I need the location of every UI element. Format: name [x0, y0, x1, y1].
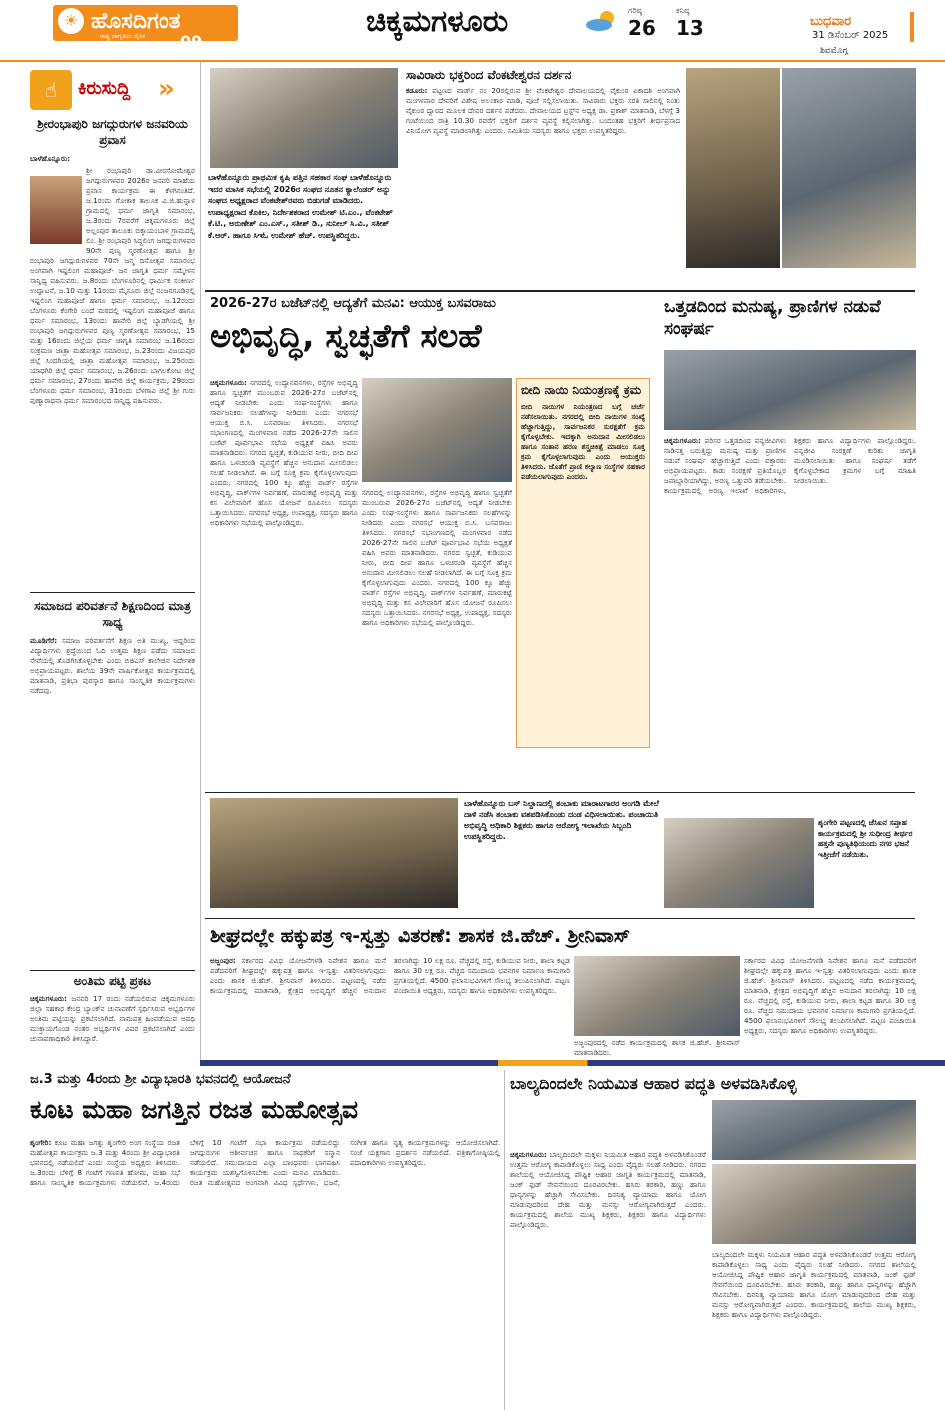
koota-headline[interactable]: ಕೂಟ ಮಹಾ ಜಗತ್ತಿನ ರಜತ ಮಹೋತ್ಸವ [30, 1095, 359, 1124]
temp-max-label: ಗರಿಷ್ಠ [628, 6, 642, 15]
kiru-text: ಶ್ರೀ ರಂಭಾಪುರಿ ಡಾ.ವೀರಸೋಮೇಶ್ವರ ಜಗದ್ಗುರುಗಳವರ 2026ರ ಜನವರಿ ಮಾಹೆಯ ಪ್ರವಾಸ ಕಾರ್ಯಕ್ರಮ ಈ ಕೆಳಗಿನಂತಿದೆ. ಜ.1ರಂದು ಗೋಕಾಕ ತಾಲೂಕ ವಿ.ಜಿ.ಹುನ್ನಾಳ ಗ್ರಾಮದಲ್ಲಿ ಧರ್ಮ ಜಾಗೃತಿ ಸಮಾರಂಭ, ಜ.3ರಂದು 7ರವರೆಗೆ ಚಿಕ್ಕಮಗಳೂರು ಜಿಲ್ಲೆ ಅಲ್ಲಂಪುರ ತಾಲೂಕು ಬಿಕ್ಕಾಯಂಬಾಳ ಗ್ರಾಮದಲ್ಲಿ ಲಿಂ. ಶ್ರೀ ರಂಭಾಪುರಿ ಸಿದ್ಧಲಿಂಗ ಜಗದ್ಗುರುಗಳವರ 90ನೇ ಪುಣ್ಯ ಸ್ಮರಣೋತ್ಸವ ಹಾಗೂ ಶ್ರೀ ರಂಭಾಪುರಿ ಜಗದ್ಗುರುಗಳವರ 70ನೇ ಜನ್ಮ ದಿನೋತ್ಸವ ಸಮಾರಂಭ ಅಂಗವಾಗಿ ಇಷ್ಟಲಿಂಗ ಮಹಾಪೂಜೆ- ಜನ ಜಾಗೃತಿ ಧರ್ಮ ಸಮ್ಮೇಳನ ಸಾನ್ನಿಧ್ಯ ವಹಿಸುವರು. ಜ.8ರಂದು ಬೆಂಗಳೂರಿನಲ್ಲಿ ಧಾರ್ಮಿಕ ಸಂಕೀರ್ಣ ಉದ್ಘಾಟನೆ, ಜ.10 ಮತ್ತು 11ರಂದು ಮೈಸೂರು ಜಿಲ್ಲೆ ನಂಜನಗೂಡಿನಲ್ಲಿ ಇಷ್ಟಲಿಂಗ ಮಹಾಪೂಜೆ ಹಾಗೂ ಧರ್ಮ ಸಮಾರಂಭ, ಜ.12ರಂದು ಬೆಂಗಳೂರು ಕೆಂಗೇರಿ ಬಂದೆ ಮಠದಲ್ಲಿ ಇಷ್ಟಲಿಂಗ ಮಹಾಪೂಜೆ ಹಾಗೂ ಧರ್ಮ ಸಮಾರಂಭ, 13ರಂದು ಹಾವೇರಿ ಜಿಲ್ಲೆ ಬ್ಯಾಡಗಿಯಲ್ಲಿ ಶ್ರೀ ರಂಭಾಪುರಿ ಜಗದ್ಗುರುಗಳವರ ಪುಣ್ಯ ಸ್ಮರಣೋತ್ಸವ ಸಮಾರಂಭ, 15 ಮತ್ತು 16ರಂದು ಜಿಲ್ಲೆಯ ಧರ್ಮ ಜಾಗೃತಿ ಸಮಾರಂಭ ಜ.16ರಂದು ಸಂಕ್ರಮಣ ಜಾತ್ರಾ ಮಹೋತ್ಸವ ಸಮಾರಂಭ, ಜ.23ರಂದು ವಿಜಯಪುರ ಜಿಲ್ಲೆ ಸಿಂದಗಿಯಲ್ಲಿ ಜಾತ್ರಾ ಮಹೋತ್ಸವ ಸಮಾರಂಭ, ಜ.25ರಂದು ಯಾಧಗಿರಿ ಜಿಲ್ಲೆ ಧರ್ಮ ಸಮಾರಂಭ, ಜ.26ರಂದು ಬಾಗಲಕೋಟ ಜಿಲ್ಲೆ ಧರ್ಮ ಸಮಾರಂಭ, 27ರಂದು ಹಾವೇರಿ ಜಿಲ್ಲೆ ಕಾರ್ಯಕ್ರಮ, 29ರಂದು ಬೆಂಗಳೂರು ಧರ್ಮ ಸಮಾರಂಭ, 31ರಂದು ಬೆಳಗಾವಿ ಜಿಲ್ಲೆ ಶ್ರೀ ಗುರು ಪುಣ್ಯಾರಾಧನಾ ಧರ್ಮ ಸಮಾರಂಭದ ಸಾನ್ನಿಧ್ಯ ವಹಿಸುವರು. [30, 166, 195, 405]
photo-spacer [30, 166, 86, 250]
koota-text: ಕೂಟ ಮಹಾ ಜಗತ್ತು ಶೃಂಗೇರಿ ಅಂಗ ಸಂಸ್ಥೆಯ ರಜತ ಮಹೋತ್ಸವ ಕಾರ್ಯಕ್ರಮ ಜ.3 ಮತ್ತು 4ರಂದು ಶ್ರೀ ವಿದ್ಯಾಭಾರತಿ ಭವನದಲ್ಲಿ ನಡೆಯಲಿದೆ ಎಂದು ಸಂಸ್ಥೆಯ ಅಧ್ಯಕ್ಷರು ತಿಳಿಸಿದರು. ಜ.3ರಂದು ಬೆಳಿಗ್ಗೆ 8 ಗಂಟೆಗೆ ಗಣಪತಿ ಹೋಮ, ಮಹಾ ಸಭೆ ಹಾಗೂ ಸಾಂಸ್ಕೃತಿಕ ಕಾರ್ಯಕ್ರಮಗಳು ನಡೆಯಲಿವೆ. ಜ.4ರಂದು ಬೆಳಿಗ್ಗೆ 10 ಗಂಟೆಗೆ ಸಭಾ ಕಾರ್ಯಕ್ರಮ ನಡೆಯಲಿದ್ದು ಜಗದ್ಗುರುಗಳ ಆಶೀರ್ವಚನ ಹಾಗೂ ಸಾಧಕರಿಗೆ ಸನ್ಮಾನ ನಡೆಯಲಿದೆ. ಸಮುದಾಯದ ಎಲ್ಲಾ ಬಾಂಧವರು ಭಾಗವಹಿಸಿ ಕಾರ್ಯಕ್ರಮ ಯಶಸ್ವಿಗೊಳಿಸಬೇಕು ಎಂದು ಮನವಿ ಮಾಡಿದರು. ರಜತ ಮಹೋತ್ಸವದ ಅಂಗವಾಗಿ ವಿವಿಧ ಸ್ಪರ್ಧೆಗಳು, ಭಜನೆ, ಸಂಗೀತ ಹಾಗೂ ನೃತ್ಯ ಕಾರ್ಯಕ್ರಮಗಳನ್ನು ಆಯೋಜಿಸಲಾಗಿದೆ. ಸಂಜೆ ಯಕ್ಷಗಾನ ಪ್ರದರ್ಶನ ನಡೆಯಲಿದೆ. ಪತ್ರಿಕಾಗೋಷ್ಠಿಯಲ್ಲಿ ಪದಾಧಿಕಾರಿಗಳು ಉಪಸ್ಥಿತರಿದ್ದರು. [30, 1138, 500, 1187]
antima-dateline: ಚಿಕ್ಕಮಗಳೂರು: [30, 994, 67, 1003]
ahara-text-cont: ಬಾಲ್ಯದಿಂದಲೇ ಮಕ್ಕಳು ನಿಯಮಿತ ಆಹಾರ ಪದ್ಧತಿ ಅಳವಡಿಸಿಕೊಂಡರೆ ಉತ್ತಮ ಆರೋಗ್ಯ ಕಾಪಾಡಿಕೊಳ್ಳಲು ಸಾಧ್ಯ ಎಂದು ವೈದ್ಯರು ಸಲಹೆ ನೀಡಿದರು. ನಗರದ ಶಾಲೆಯಲ್ಲಿ ಆಯೋಜಿಸಿದ್ದ ಪೌಷ್ಟಿಕ ಆಹಾರ ಜಾಗೃತಿ ಕಾರ್ಯಕ್ರಮದಲ್ಲಿ ಮಾತನಾಡಿ, ಜಂಕ್ ಫುಡ್ ಸೇವನೆಯಿಂದ ದೂರವಿರಬೇಕು. ಹಸಿರು ತರಕಾರಿ, ಹಣ್ಣು ಹಾಗೂ ಧಾನ್ಯಗಳನ್ನು ಹೆಚ್ಚಾಗಿ ಸೇವಿಸಬೇಕು. ದಿನನಿತ್ಯ ವ್ಯಾಯಾಮ ಹಾಗೂ ಯೋಗ ಮಾಡುವುದರಿಂದ ದೇಹ ಮತ್ತು ಮನಸ್ಸು ಆರೋಗ್ಯವಾಗಿರುತ್ತದೆ ಎಂದರು. ಕಾರ್ಯಕ್ರಮದಲ್ಲಿ ಶಾಲೆಯ ಮುಖ್ಯ ಶಿಕ್ಷಕರು, ಶಿಕ್ಷಕರು ಹಾಗೂ ವಿದ್ಯಾರ್ಥಿಗಳು ಪಾಲ್ಗೊಂಡಿದ್ದರು. [712, 1250, 916, 1319]
samaja-body [30, 636, 195, 966]
ajjampura-body [210, 956, 570, 1056]
devotees-photo [782, 68, 916, 268]
ajjampura-headline[interactable]: ಶೀಘ್ರದಲ್ಲೇ ಹಕ್ಕುಪತ್ರ ಇ-ಸ್ವತ್ತು ವಿತರಣೆ: ಶಾಸಕ ಜಿ.ಹೆಚ್. ಶ್ರೀನಿವಾಸ್ [210, 925, 631, 947]
beedi-sidebar [516, 378, 650, 748]
temp-max-value: 26 [628, 16, 656, 40]
ahara-text: ಬಾಲ್ಯದಿಂದಲೇ ಮಕ್ಕಳು ನಿಯಮಿತ ಆಹಾರ ಪದ್ಧತಿ ಅಳವಡಿಸಿಕೊಂಡರೆ ಉತ್ತಮ ಆರೋಗ್ಯ ಕಾಪಾಡಿಕೊಳ್ಳಲು ಸಾಧ್ಯ ಎಂದು ವೈದ್ಯರು ಸಲಹೆ ನೀಡಿದರು. ನಗರದ ಶಾಲೆಯಲ್ಲಿ ಆಯೋಜಿಸಿದ್ದ ಪೌಷ್ಟಿಕ ಆಹಾರ ಜಾಗೃತಿ ಕಾರ್ಯಕ್ರಮದಲ್ಲಿ ಮಾತನಾಡಿ, ಜಂಕ್ ಫುಡ್ ಸೇವನೆಯಿಂದ ದೂರವಿರಬೇಕು. ಹಸಿರು ತರಕಾರಿ, ಹಣ್ಣು ಹಾಗೂ ಧಾನ್ಯಗಳನ್ನು ಹೆಚ್ಚಾಗಿ ಸೇವಿಸಬೇಕು. ದಿನನಿತ್ಯ ವ್ಯಾಯಾಮ ಹಾಗೂ ಯೋಗ ಮಾಡುವುದರಿಂದ ದೇಹ ಮತ್ತು ಮನಸ್ಸು ಆರೋಗ್ಯವಾಗಿರುತ್ತದೆ ಎಂದರು. ಕಾರ್ಯಕ್ರಮದಲ್ಲಿ ಶಾಲೆಯ ಮುಖ್ಯ ಶಿಕ್ಷಕರು, ಶಿಕ್ಷಕರು ಹಾಗೂ ವಿದ್ಯಾರ್ಥಿಗಳು ಪಾಲ್ಗೊಂಡಿದ್ದರು. [510, 1150, 706, 1229]
divider [205, 918, 915, 919]
antima-headline[interactable]: ಅಂತಿಮ ಪಟ್ಟಿ ಪ್ರಕಟ [73, 974, 152, 988]
ajjampura-text-cont: ಸರ್ಕಾರದ ವಿವಿಧ ಯೋಜನೆಗಳಡಿ ನಿವೇಶನ ಹಾಗೂ ಮನೆ ಪಡೆದವರಿಗೆ ಶೀಘ್ರದಲ್ಲೇ ಹಕ್ಕುಪತ್ರ ಹಾಗೂ ಇ-ಸ್ವತ್ತು ವಿತರಿಸಲಾಗುವುದು ಎಂದು ಶಾಸಕ ಜಿ.ಹೆಚ್. ಶ್ರೀನಿವಾಸ್ ತಿಳಿಸಿದರು. ಪಟ್ಟಣದಲ್ಲಿ ನಡೆದ ಕಾರ್ಯಕ್ರಮದಲ್ಲಿ ಮಾತನಾಡಿ, ಕ್ಷೇತ್ರದ ಅಭಿವೃದ್ಧಿಗೆ ಹೆಚ್ಚಿನ ಅನುದಾನ ತರಲಾಗಿದ್ದು 10 ಲಕ್ಷ ರೂ. ವೆಚ್ಚದಲ್ಲಿ ರಸ್ತೆ, ಕುಡಿಯುವ ನೀರು, ಶಾಲಾ ಕಟ್ಟಡ ಹಾಗೂ 30 ಲಕ್ಷ ರೂ. ವೆಚ್ಚದ ಸಮುದಾಯ ಭವನಗಳ ನಿರ್ಮಾಣ ಕಾಮಗಾರಿ ಪ್ರಗತಿಯಲ್ಲಿದೆ. 4500 ಫಲಾನುಭವಿಗಳಿಗೆ ಸೌಲಭ್ಯ ತಲುಪಿಸಲಾಗಿದೆ. ಪಟ್ಟಣ ಪಂಚಾಯಿತಿ ಅಧ್ಯಕ್ಷರು, ಸದಸ್ಯರು ಹಾಗೂ ಅಧಿಕಾರಿಗಳು ಉಪಸ್ಥಿತರಿದ್ದರು. [744, 956, 916, 1035]
divider [30, 970, 195, 971]
budget-body [210, 378, 358, 788]
venkatesha-body [406, 86, 680, 286]
temp-max [628, 6, 656, 40]
divider [205, 792, 915, 793]
antima-body [30, 994, 195, 1084]
budget-meeting-photo [362, 378, 512, 482]
ahara-dateline: ಚಿಕ್ಕಮಗಳೂರು: [510, 1150, 547, 1159]
edition-city: ಚಿಕ್ಕಮಗಳೂರು [366, 4, 509, 39]
sangharsha-body [664, 436, 916, 786]
bhajane-photo [664, 818, 814, 908]
section-strip [200, 1060, 945, 1066]
date: 31 ಡಿಸೆಂಬರ್ 2025 [812, 30, 889, 41]
chevron-right-icon: » [158, 74, 175, 104]
masthead-rule [0, 60, 945, 62]
temp-min [676, 6, 704, 40]
samaja-text: ಸಮಾಜ ಪರಿವರ್ತನೆಗೆ ಶಿಕ್ಷಣ ಅತಿ ಮುಖ್ಯ, ಆದ್ದರಿಂದ ವಿದ್ಯಾರ್ಥಿಗಳು ಶ್ರದ್ಧೆಯಿಂದ ಓದಿ ಉತ್ತಮ ಶಿಕ್ಷಣ ಪಡೆದು ಸಮಾಜದ ಸೇವೆಯಲ್ಲಿ ತೊಡಗಿಸಿಕೊಳ್ಳಬೇಕು ಎಂದು ಬಿಜಿಎಸ್ ಕಾಲೇಜಿನ ನಿರ್ದೇಶಕ ಅಭಿಪ್ರಾಯಪಟ್ಟರು. ಶಾಲೆಯ 39ನೇ ವಾರ್ಷಿಕೋತ್ಸವ ಕಾರ್ಯಕ್ರಮದಲ್ಲಿ ಮಾತನಾಡಿ, ಪ್ರತಿಭಾ ಪುರಸ್ಕಾರ ಹಾಗೂ ಸಾಂಸ್ಕೃತಿಕ ಕಾರ್ಯಕ್ರಮಗಳು ನಡೆದವು. [30, 636, 195, 695]
logo-tagline: ರಾಷ್ಟ್ರ ಜಾಗೃತಿಯ ದೈನಿಕ [100, 33, 146, 40]
page-number: 09 [180, 32, 203, 51]
budget-dateline: ಚಿಕ್ಕಮಗಳೂರು: [210, 378, 247, 387]
kiru-headline[interactable]: ಶ್ರೀರಂಭಾಪುರಿ ಜಗದ್ಗುರುಗಳ ಜನವರಿಯ ಪ್ರವಾಸ [37, 117, 188, 147]
koota-kicker: ಜ.3 ಮತ್ತು 4ರಂದು ಶ್ರೀ ವಿದ್ಯಾಭಾರತಿ ಭವನದಲ್ಲಿ ಆಯೋಜನೆ [30, 1072, 291, 1087]
beedi-headline[interactable]: ಬೀದಿ ನಾಯಿ ನಿಯಂತ್ರಣಕ್ಕೆ ಕ್ರಮ [521, 383, 642, 397]
ahara-body [510, 1150, 706, 1408]
sun-icon: ☀ [58, 8, 84, 34]
hand-icon: ☝ [30, 70, 72, 110]
calendar-release-photo [210, 68, 398, 168]
ahara-photo-top [712, 1100, 916, 1160]
kiru-body [30, 166, 195, 586]
cloud-sun-icon [585, 10, 619, 32]
column-rule [504, 1070, 505, 1410]
sangharsha-headline[interactable]: ಒತ್ತಡದಿಂದ ಮನುಷ್ಯ, ಪ್ರಾಣಿಗಳ ನಡುವೆ ಸಂಘರ್ಷ [664, 297, 881, 339]
venkatesha-headline[interactable]: ಸಾವಿರಾರು ಭಕ್ತರಿಂದ ವೆಂಕಟೇಶ್ವರನ ದರ್ಶನ [406, 68, 572, 82]
accent-bar [910, 12, 914, 42]
kiru-dateline-place: ಬಾಳೆಹೊನ್ನೂರು: [30, 154, 71, 163]
divider [205, 290, 915, 292]
beedi-text: ಬೀದಿ ನಾಯಿಗಳ ನಿಯಂತ್ರಣದ ಬಗ್ಗೆ ಚರ್ಚೆ ನಡೆಸಲಾಯಿತು. ನಗರದಲ್ಲಿ ಬೀದಿ ನಾಯಿಗಳ ಸಂಖ್ಯೆ ಹೆಚ್ಚಾಗುತ್ತಿದ್ದು, ಸಾರ್ವಜನಿಕರ ಸುರಕ್ಷತೆಗೆ ಕ್ರಮ ಕೈಗೊಳ್ಳಬೇಕು. ಇದಕ್ಕಾಗಿ ಅನುದಾನ ಮೀಸಲಿಡಲು ಹಾಗೂ ಸಂತಾನ ಹರಣ ಶಸ್ತ್ರಚಿಕಿತ್ಸೆ ಮಾಡಲು ಸೂಕ್ತ ಕ್ರಮ ಕೈಗೊಳ್ಳಲಾಗುವುದು ಎಂದು ಆಯುಕ್ತರು ತಿಳಿಸಿದರು. ಜೊತೆಗೆ ಪ್ರಾಣಿ ಕಲ್ಯಾಣ ಸಂಸ್ಥೆಗಳ ಸಹಕಾರ ಪಡೆಯಲಾಗುವುದು ಎಂದರು. [521, 402, 645, 481]
ajjampura-dateline: ಅಜ್ಜಂಪುರ: [210, 956, 236, 965]
budget-text: ನಗರದಲ್ಲಿ ಉದ್ಯಾನವನಗಳು, ರಸ್ತೆಗಳ ಅಭಿವೃದ್ಧಿ ಹಾಗೂ ಸ್ವಚ್ಛತೆಗೆ ಮುಂಬರುವ 2026-27ರ ಬಜೆಟ್‌ನಲ್ಲಿ ಆದ್ಯತೆ ನೀಡಬೇಕು ಎಂದು ಸಂಘ-ಸಂಸ್ಥೆಗಳು ಹಾಗೂ ಸಾರ್ವಜನಿಕರು ಸಲಹೆಗಳನ್ನು ನೀಡಿದರು ಎಂದು ನಗರಸಭೆ ಆಯುಕ್ತ ಬಿ.ಸಿ. ಬಸವರಾಜು ತಿಳಿಸಿದರು. ನಗರಸಭೆ ಸಭಾಂಗಣದಲ್ಲಿ ಮಂಗಳವಾರ ನಡೆದ 2026-27ನೇ ಸಾಲಿನ ಬಜೆಟ್ ಪೂರ್ವಭಾವಿ ಸಭೆಯ ಅಧ್ಯಕ್ಷತೆ ವಹಿಸಿ ಅವರು ಮಾತನಾಡಿದರು. ನಗರದ ಸ್ವಚ್ಛತೆ, ಕುಡಿಯುವ ನೀರು, ಬೀದಿ ದೀಪ ಹಾಗೂ ಒಳಚರಂಡಿ ವ್ಯವಸ್ಥೆಗೆ ಹೆಚ್ಚಿನ ಅನುದಾನ ಮೀಸಲಿಡಲು ಸಲಹೆ ನೀಡಲಾಗಿದೆ. ಈ ಬಗ್ಗೆ ಸೂಕ್ತ ಕ್ರಮ ಕೈಗೊಳ್ಳಲಾಗುವುದು ಎಂದರು. ನಗರದಲ್ಲಿ 100 ಕ್ಕೂ ಹೆಚ್ಚು ವಾರ್ಡ್ ರಸ್ತೆಗಳ ಅಭಿವೃದ್ಧಿ, ಪಾರ್ಕ್‌ಗಳ ನಿರ್ವಹಣೆ, ಮಾರುಕಟ್ಟೆ ಅಭಿವೃದ್ಧಿ ಮತ್ತು ಕಸ ವಿಲೇವಾರಿಗೆ ಹೊಸ ಯೋಜನೆ ರೂಪಿಸಲು ಸದಸ್ಯರು ಒತ್ತಾಯಿಸಿದರು. ನಗರಸಭೆ ಅಧ್ಯಕ್ಷ, ಉಪಾಧ್ಯಕ್ಷ, ಸದಸ್ಯರು ಹಾಗೂ ಅಧಿಕಾರಿಗಳು ಸಭೆಯಲ್ಲಿ ಪಾಲ್ಗೊಂಡಿದ್ದರು. [210, 378, 358, 527]
calendar-caption: ಬಾಳೆಹೊನ್ನೂರು ಪ್ರಾಥಮಿಕ ಕೃಷಿ ಪತ್ತಿನ ಸಹಕಾರ ಸಂಘ ಬಾಳೆಹೊನ್ನೂರು ಇದರ ಮಾಸಿಕ ಸಭೆಯಲ್ಲಿ 2026ರ ಸಂಘದ ನೂತನ ಕ್ಯಾಲೆಂಡರ್ ಅನ್ನು ಸಂಘದ ಅಧ್ಯಕ್ಷರಾದ ವೆಂಕಟೇಶ್‌ರವರು ಬಿಡುಗಡೆ ಮಾಡಿದರು. ಉಪಾಧ್ಯಕ್ಷರಾದ ಕೊಕಿಲ, ನಿರ್ದೇಶಕರಾದ ಉಮೇಶ್ ಟಿ.ಎಂ., ವೆಂಕಟೇಶ್ ಕೆ.ಟಿ., ಅರುಣೇಶ್ ಎಂ.ಎಸ್., ಸತೀಶ್ ಡಿ., ಸುನೀಲ್ ಸಿ.ವಿ., ಸತೀಶ್ ಕೆ.ಆರ್. ಹಾಗೂ ಸಿಇಓ ಉಮೇಶ್ ಹೆಚ್. ಉಪಸ್ಥಿತರಿದ್ದರು. [208, 173, 393, 240]
sangharsha-photo [664, 350, 916, 430]
sangharsha-dateline: ಚಿಕ್ಕಮಗಳೂರು: [664, 436, 701, 445]
budget-headline[interactable]: ಅಭಿವೃದ್ಧಿ, ಸ್ವಚ್ಛತೆಗೆ ಸಲಹೆ [210, 317, 482, 355]
ajjampura-photo [574, 956, 740, 1036]
sangharsha-text: ಪರಿಸರ ಒತ್ತಡದಿಂದ ವನ್ಯಜೀವಿಗಳು ನಾಡಿನತ್ತ ಬರುತ್ತಿದ್ದು ಮನುಷ್ಯ ಮತ್ತು ಪ್ರಾಣಿಗಳ ನಡುವೆ ಸಂಘರ್ಷ ಹೆಚ್ಚಾಗುತ್ತಿದೆ ಎಂದು ವಕ್ತಾರರು ಅಭಿಪ್ರಾಯಪಟ್ಟರು. ಕಾಡು ಸಂರಕ್ಷಣೆ ಪ್ರತಿಯೊಬ್ಬರ ಜವಾಬ್ದಾರಿಯಾಗಿದ್ದು, ಅರಣ್ಯ ಒತ್ತುವರಿ ತಡೆಯಬೇಕು. ಕಾರ್ಯಕ್ರಮದಲ್ಲಿ ಅರಣ್ಯ ಇಲಾಖೆ ಅಧಿಕಾರಿಗಳು, ಶಿಕ್ಷಕರು ಹಾಗೂ ವಿದ್ಯಾರ್ಥಿಗಳು ಪಾಲ್ಗೊಂಡಿದ್ದರು. ವನ್ಯಜೀವಿ ಸಂರಕ್ಷಣೆ ಕುರಿತು ಜಾಗೃತಿ ಮೂಡಿಸಲಾಯಿತು ಹಾಗೂ ಸಂಘರ್ಷ ತಡೆಗೆ ಕೈಗೊಳ್ಳಬೇಕಾದ ಕ್ರಮಗಳ ಬಗ್ಗೆ ಮಾಹಿತಿ ನೀಡಲಾಯಿತು. [664, 436, 916, 495]
koota-dateline: ಶೃಂಗೇರಿ: [30, 1138, 52, 1147]
samaja-dateline: ಮೂಡಿಗೆರೆ: [30, 636, 58, 645]
temp-min-value: 13 [676, 16, 704, 40]
section-label-kiru: ಕಿರುಸುದ್ದಿ [78, 78, 131, 99]
ajjampura-text: ಸರ್ಕಾರದ ವಿವಿಧ ಯೋಜನೆಗಳಡಿ ನಿವೇಶನ ಹಾಗೂ ಮನೆ ಪಡೆದವರಿಗೆ ಶೀಘ್ರದಲ್ಲೇ ಹಕ್ಕುಪತ್ರ ಹಾಗೂ ಇ-ಸ್ವತ್ತು ವಿತರಿಸಲಾಗುವುದು ಎಂದು ಶಾಸಕ ಜಿ.ಹೆಚ್. ಶ್ರೀನಿವಾಸ್ ತಿಳಿಸಿದರು. ಪಟ್ಟಣದಲ್ಲಿ ನಡೆದ ಕಾರ್ಯಕ್ರಮದಲ್ಲಿ ಮಾತನಾಡಿ, ಕ್ಷೇತ್ರದ ಅಭಿವೃದ್ಧಿಗೆ ಹೆಚ್ಚಿನ ಅನುದಾನ ತರಲಾಗಿದ್ದು 10 ಲಕ್ಷ ರೂ. ವೆಚ್ಚದಲ್ಲಿ ರಸ್ತೆ, ಕುಡಿಯುವ ನೀರು, ಶಾಲಾ ಕಟ್ಟಡ ಹಾಗೂ 30 ಲಕ್ಷ ರೂ. ವೆಚ್ಚದ ಸಮುದಾಯ ಭವನಗಳ ನಿರ್ಮಾಣ ಕಾಮಗಾರಿ ಪ್ರಗತಿಯಲ್ಲಿದೆ. 4500 ಫಲಾನುಭವಿಗಳಿಗೆ ಸೌಲಭ್ಯ ತಲುಪಿಸಲಾಗಿದೆ. ಪಟ್ಟಣ ಪಂಚಾಯಿತಿ ಅಧ್ಯಕ್ಷರು, ಸದಸ್ಯರು ಹಾಗೂ ಅಧಿಕಾರಿಗಳು ಉಪಸ್ಥಿತರಿದ್ದರು. [210, 956, 570, 995]
logo-text: ಹೊಸದಿಗಂತ [91, 9, 181, 34]
deity-photo [686, 68, 780, 268]
antima-text: ಜನವರಿ 17 ರಂದು ನಡೆಯಲಿರುವ ಚಿಕ್ಕಮಗಳೂರು ಜಿಲ್ಲಾ ಸಹಕಾರ ಕೇಂದ್ರ ಬ್ಯಾಂಕ್‌ನ ಚುನಾವಣೆಗೆ ಸ್ಪರ್ಧಿಸಿರುವ ಅಭ್ಯರ್ಥಿಗಳ ಅಂತಿಮ ಪಟ್ಟಿಯನ್ನು ಪ್ರಕಟಿಸಲಾಗಿದೆ. ನಾಮಪತ್ರ ಹಿಂಪಡೆಯುವ ಅವಧಿ ಮುಕ್ತಾಯಗೊಂಡ ನಂತರ ಅಭ್ಯರ್ಥಿಗಳ ವಿವರ ಪ್ರಕಟಿಸಲಾಗಿದೆ ಎಂದು ಚುನಾವಣಾಧಿಕಾರಿ ತಿಳಿಸಿದ್ದಾರೆ. [30, 994, 195, 1043]
ahara-body-cont [712, 1250, 916, 1408]
masthead [0, 0, 945, 60]
raid-photo [210, 798, 458, 908]
ahara-photo-bottom [712, 1164, 916, 1244]
ahara-headline[interactable]: ಬಾಲ್ಯದಿಂದಲೇ ನಿಯಮಿತ ಆಹಾರ ಪದ್ಧತಿ ಅಳವಡಿಸಿಕೊಳ್ಳಿ [510, 1074, 797, 1093]
bus-caption: ಬಾಳೆಹೊನ್ನೂರು ಬಸ್ ನಿಲ್ದಾಣದಲ್ಲಿ ತಂಬಾಕು ಮಾರಾಟಗಾರರ ಅಂಗಡಿ ಮೇಲೆ ದಾಳಿ ನಡೆಸಿ ತಂಬಾಕು ವಶಪಡಿಸಿಕೊಂಡು ದಂಡ ವಿಧಿಸಲಾಯಿತು. ಪಂಚಾಯಿತಿ ಅಭಿವೃದ್ಧಿ ಅಧಿಕಾರಿ ಶಿಕ್ಷಕರು ಹಾಗೂ ಆರೋಗ್ಯ ಇಲಾಖೆಯ ಸಿಬ್ಬಂದಿ ಉಪಸ್ಥಿತರಿದ್ದರು. [464, 799, 659, 841]
column-rule [200, 62, 201, 1062]
budget-body-cont [362, 488, 512, 788]
ajjampura-photo-caption: ಅಜ್ಜಂಪುರದಲ್ಲಿ ನಡೆದ ಕಾರ್ಯಕ್ರಮದಲ್ಲಿ ಶಾಸಕ ಜಿ.ಹೆಚ್. ಶ್ರೀನಿವಾಸ್ ಮಾತನಾಡಿದರು. [574, 1038, 740, 1057]
budget-text-cont: ನಗರದಲ್ಲಿ ಉದ್ಯಾನವನಗಳು, ರಸ್ತೆಗಳ ಅಭಿವೃದ್ಧಿ ಹಾಗೂ ಸ್ವಚ್ಛತೆಗೆ ಮುಂಬರುವ 2026-27ರ ಬಜೆಟ್‌ನಲ್ಲಿ ಆದ್ಯತೆ ನೀಡಬೇಕು ಎಂದು ಸಂಘ-ಸಂಸ್ಥೆಗಳು ಹಾಗೂ ಸಾರ್ವಜನಿಕರು ಸಲಹೆಗಳನ್ನು ನೀಡಿದರು ಎಂದು ನಗರಸಭೆ ಆಯುಕ್ತ ಬಿ.ಸಿ. ಬಸವರಾಜು ತಿಳಿಸಿದರು. ನಗರಸಭೆ ಸಭಾಂಗಣದಲ್ಲಿ ಮಂಗಳವಾರ ನಡೆದ 2026-27ನೇ ಸಾಲಿನ ಬಜೆಟ್ ಪೂರ್ವಭಾವಿ ಸಭೆಯ ಅಧ್ಯಕ್ಷತೆ ವಹಿಸಿ ಅವರು ಮಾತನಾಡಿದರು. ನಗರದ ಸ್ವಚ್ಛತೆ, ಕುಡಿಯುವ ನೀರು, ಬೀದಿ ದೀಪ ಹಾಗೂ ಒಳಚರಂಡಿ ವ್ಯವಸ್ಥೆಗೆ ಹೆಚ್ಚಿನ ಅನುದಾನ ಮೀಸಲಿಡಲು ಸಲಹೆ ನೀಡಲಾಗಿದೆ. ಈ ಬಗ್ಗೆ ಸೂಕ್ತ ಕ್ರಮ ಕೈಗೊಳ್ಳಲಾಗುವುದು ಎಂದರು. ನಗರದಲ್ಲಿ 100 ಕ್ಕೂ ಹೆಚ್ಚು ವಾರ್ಡ್ ರಸ್ತೆಗಳ ಅಭಿವೃದ್ಧಿ, ಪಾರ್ಕ್‌ಗಳ ನಿರ್ವಹಣೆ, ಮಾರುಕಟ್ಟೆ ಅಭಿವೃದ್ಧಿ ಮತ್ತು ಕಸ ವಿಲೇವಾರಿಗೆ ಹೊಸ ಯೋಜನೆ ರೂಪಿಸಲು ಸದಸ್ಯರು ಒತ್ತಾಯಿಸಿದರು. ನಗರಸಭೆ ಅಧ್ಯಕ್ಷ, ಉಪಾಧ್ಯಕ್ಷ, ಸದಸ್ಯರು ಹಾಗೂ ಅಧಿಕಾರಿಗಳು ಸಭೆಯಲ್ಲಿ ಪಾಲ್ಗೊಂಡಿದ್ದರು. [362, 488, 512, 627]
bhajane-caption: ಶೃಂಗೇರಿ ಪಟ್ಟಣದಲ್ಲಿ ಜೆಸಿಐನ ಸಪ್ತಾಹ ಕಾರ್ಯಕ್ರಮದಲ್ಲಿ ಶ್ರೀ ಸುಧೀಂದ್ರ ತೀರ್ಥರ ಹತ್ತನೇ ಪುಣ್ಯತಿಥಿಯಂದು ನಗರ ಭಜನೆ ಇತ್ತೀಚೆಗೆ ನಡೆಯಿತು. [818, 818, 913, 859]
ajjampura-body-cont [744, 956, 916, 1056]
budget-kicker: 2026-27ರ ಬಜೆಟ್‌ನಲ್ಲಿ ಆದ್ಯತೆಗೆ ಮನವಿ: ಆಯುಕ್ತ ಬಸವರಾಜು [210, 296, 496, 311]
koota-body [30, 1138, 500, 1408]
temp-min-label: ಕನಿಷ್ಠ [676, 6, 690, 15]
edition-name: ಶಿವಮೊಗ್ಗ [820, 46, 848, 56]
venkatesha-text: ಪಟ್ಟಣದ ವಾರ್ಡ್ ನಂ 20ರಲ್ಲಿರುವ ಶ್ರೀ ವೆಂಕಟೇಶ್ವರ ದೇವಾಲಯದಲ್ಲಿ ವೈಕುಂಠ ಏಕಾದಶಿ ಅಂಗವಾಗಿ ಮಂಗಳವಾರ ದೇವರಿಗೆ ವಿಶೇಷ ಅಲಂಕಾರ ಮಾಡಿ, ಪೂಜೆ ಸಲ್ಲಿಸಲಾಯಿತು. ಸಾವಿರಾರು ಭಕ್ತರು ಸರತಿ ಸಾಲಿನಲ್ಲಿ ನಿಂತು ವೈಕುಂಠ ದ್ವಾರದ ಮೂಲಕ ದೇವರ ದರ್ಶನ ಪಡೆದರು. ದೇವಾಲಯದ ಟ್ರಸ್ಟ್‌ನ ಅಧ್ಯಕ್ಷ ಡಾ. ಪ್ರಕಾಶ್ ಮಾತನಾಡಿ, ಬೆಳಗ್ಗೆ 3 ಗಂಟೆಯಿಂದ ರಾತ್ರಿ 10.30 ರವರೆಗೆ ಭಕ್ತರಿಗೆ ದರ್ಶನ ವ್ಯವಸ್ಥೆ ಕಲ್ಪಿಸಲಾಗಿತ್ತು. ಬಂದಂತಹ ಭಕ್ತರಿಗೆ ತೀರ್ಥಪ್ರಸಾದ ವಿನಿಯೋಗ ವ್ಯವಸ್ಥೆ ಮಾಡಲಾಗಿತ್ತು ಎಂದರು. ಸಮಿತಿಯ ಸದಸ್ಯರು ಹಾಗೂ ಭಕ್ತರು ಉಪಸ್ಥಿತರಿದ್ದರು. [406, 86, 680, 135]
samaja-headline[interactable]: ಸಮಾಜದ ಪರಿವರ್ತನೆ ಶಿಕ್ಷಣದಿಂದ ಮಾತ್ರ ಸಾಧ್ಯ [34, 599, 191, 629]
divider [30, 592, 195, 593]
weekday: ಬುಧವಾರ [810, 14, 852, 29]
venkatesha-dateline: ಕಡೂರು: [406, 86, 428, 95]
